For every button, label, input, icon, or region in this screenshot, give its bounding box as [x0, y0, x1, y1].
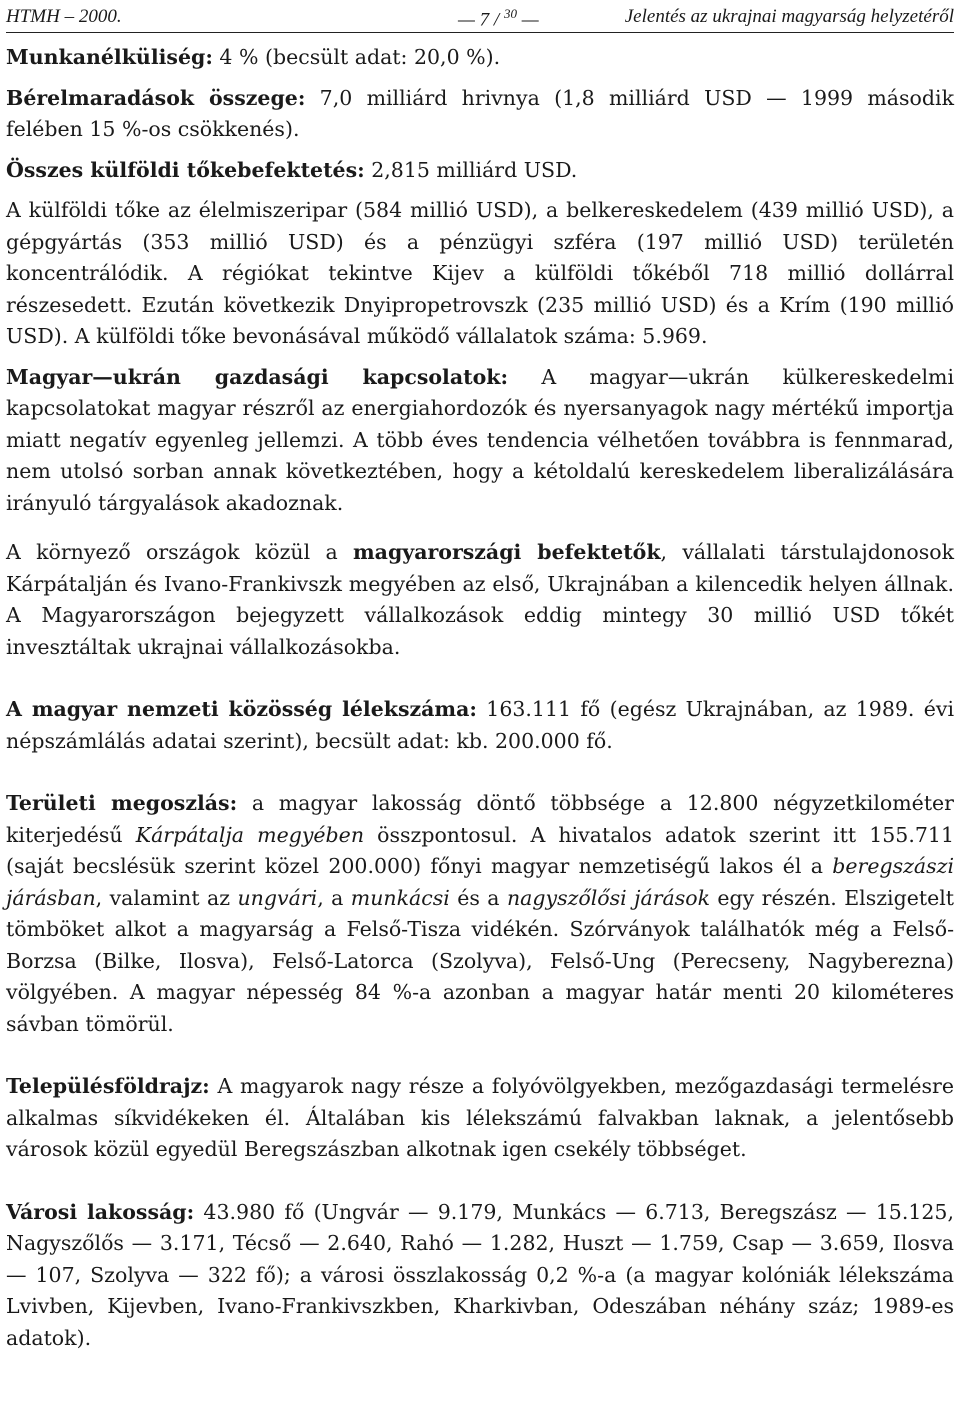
paragraph-urban-population [6, 1197, 954, 1355]
text-urban-population: 43.980 fő (Ungvár — 9.179, Munkács — 6.713, Beregszász — 15.125, Nagyszőlős — 3.171, Técső — 2.640, Rahó — 1.282, Huszt — 1.759, Csap — 3.659, Ilosva — 107, Szolyva — 322 fő); a városi összlakosság 0,2 %-a (a magyar kolóniák lélekszáma Lvivben, Kijevben, Ivano-Frankivszkben, Kharkivban, Odeszában néhány száz; 1989-es adatok). [6, 1199, 954, 1350]
label-population: A magyar nemzeti közösség lélekszáma: [6, 697, 477, 721]
page-total: 30 [503, 6, 517, 21]
italic-ungvar: ungvári [237, 885, 318, 910]
italic-munkacs: munkácsi [350, 885, 450, 910]
paragraph-territorial-distribution [6, 788, 954, 1040]
label-wage-arrears: Bérelmaradások összege: [6, 85, 306, 110]
page-num: 7 [479, 9, 490, 31]
label-settlement-geography: Településföldrajz: [6, 1074, 210, 1098]
document-body [6, 42, 954, 1354]
italic-county: Kárpátalja megyében [135, 822, 365, 847]
paragraph-wage-arrears [6, 83, 954, 146]
page-number: — 7 / $^{30}$ — [458, 6, 539, 31]
italic-beregszasz-district: beregszászi járásban [6, 854, 954, 910]
text-investors-post: , vállalati társtulajdonosok Kárpátalján és Ivano-Frankivszk megyében az első, Ukrajnában a kilencedik helyen állnak. A Magyarországon bejegyzett vállalkozások eddig mintegy 30 millió USD tőkét invesztáltak ukrajnai vállalkozásokba. [6, 540, 954, 659]
label-urban-population: Városi lakosság: [6, 1199, 195, 1224]
paragraph-unemployment [6, 42, 954, 74]
text-territorial-1: a magyar lakosság döntő többsége a 12.800 négyzetkilométer kiterjedésű [6, 791, 954, 847]
label-unemployment: Munkanélküliség: [6, 45, 213, 69]
paragraph-foreign-capital-sectors: A külföldi tőke az élelmiszeripar (584 millió USD), a belkereskedelem (439 millió USD), a gépgyártás (353 millió USD) és a pénzügyi szféra (197 millió USD) területén koncentrálódik. A régiókat tekintve Kijev a külföldi tőkéből 718 millió dollárral részesedett. Ezután következik Dnyipropetrovszk (235 millió USD) és a Krím (190 millió USD). A külföldi tőke bevonásával működő vállalatok száma: 5.969. [6, 198, 954, 348]
paragraph-population [6, 694, 954, 757]
paragraph-foreign-investment [6, 155, 954, 187]
label-foreign-investment: Összes külföldi tőkebefektetés: [6, 157, 365, 182]
text-territorial-2: összpontosul. A hivatalos adatok szerint itt 155.711 (saját becslésük szerint közel 200.000) főnyi magyar nemzetiségű lakos él a [6, 822, 954, 878]
label-economic-relations: Magyar—ukrán gazdasági kapcsolatok: [6, 364, 509, 389]
text-wage-arrears: 7,0 milliárd hrivnya (1,8 milliárd USD — 1999 második felében 15 %-os csökkenés). [6, 85, 954, 141]
label-territorial-distribution: Területi megoszlás: [6, 791, 238, 815]
paragraph-hungarian-investors [6, 537, 954, 663]
paragraph-settlement-geography [6, 1071, 954, 1166]
text-population: 163.111 fő (egész Ukrajnában, az 1989. évi népszámlálás adatai szerint), becsült adat: kb. 200.000 fő. [6, 697, 954, 753]
header-publication: HTMH – 2000. [6, 6, 122, 27]
text-territorial-6: egy részén. Elszigetelt tömböket alkot a magyarság a Felső-Tisza vidékén. Szórványok találhatók még a Felső-Borzsa (Bilke, Ilosva), Felső-Latorca (Szolyva), Felső-Ung (Perecseny, Nagyberezna) völgyében. A magyar népesség 84 %-a azonban a magyar határ menti 20 kilométeres sávban tömörül. [6, 885, 955, 1036]
text-settlement-geography: A magyarok nagy része a folyóvölgyekben, mezőgazdasági termelésre alkalmas síkvidékeken él. Általában kis lélekszámú falvakban laknak, a jelentősebb városok közül egyedül Beregszászban alkotnak igen csekély többséget. [6, 1074, 954, 1161]
italic-nagyszolos-districts: nagyszőlősi járások [506, 885, 711, 910]
paragraph-economic-relations [6, 362, 954, 520]
page-header [6, 2, 954, 33]
text-unemployment: 4 % (becsült adat: 20,0 %). [212, 45, 501, 69]
text-territorial-5: és a [449, 885, 507, 910]
text-economic-relations: A magyar—ukrán külkereskedelmi kapcsolatokat magyar részről az energiahordozók és nyersanyagok nagy mértékű importja miatt negatív egyenleg jellemzi. A több éves tendencia vélhetően továbbra is fennmarad, nem utolsó sorban annak következtében, hogy a kétoldalú kereskedelem liberalizálására irányuló tárgyalások akadoznak. [6, 364, 954, 515]
text-territorial-4: , a [317, 885, 351, 910]
text-foreign-investment: 2,815 milliárd USD. [364, 157, 578, 182]
header-report-title: Jelentés az ukrajnai magyarság helyzetéről [624, 6, 954, 27]
text-investors-pre: A környező országok közül a [6, 540, 353, 564]
text-territorial-3: , valamint az [95, 885, 238, 910]
label-hungarian-investors: magyarországi befektetők [352, 540, 661, 564]
